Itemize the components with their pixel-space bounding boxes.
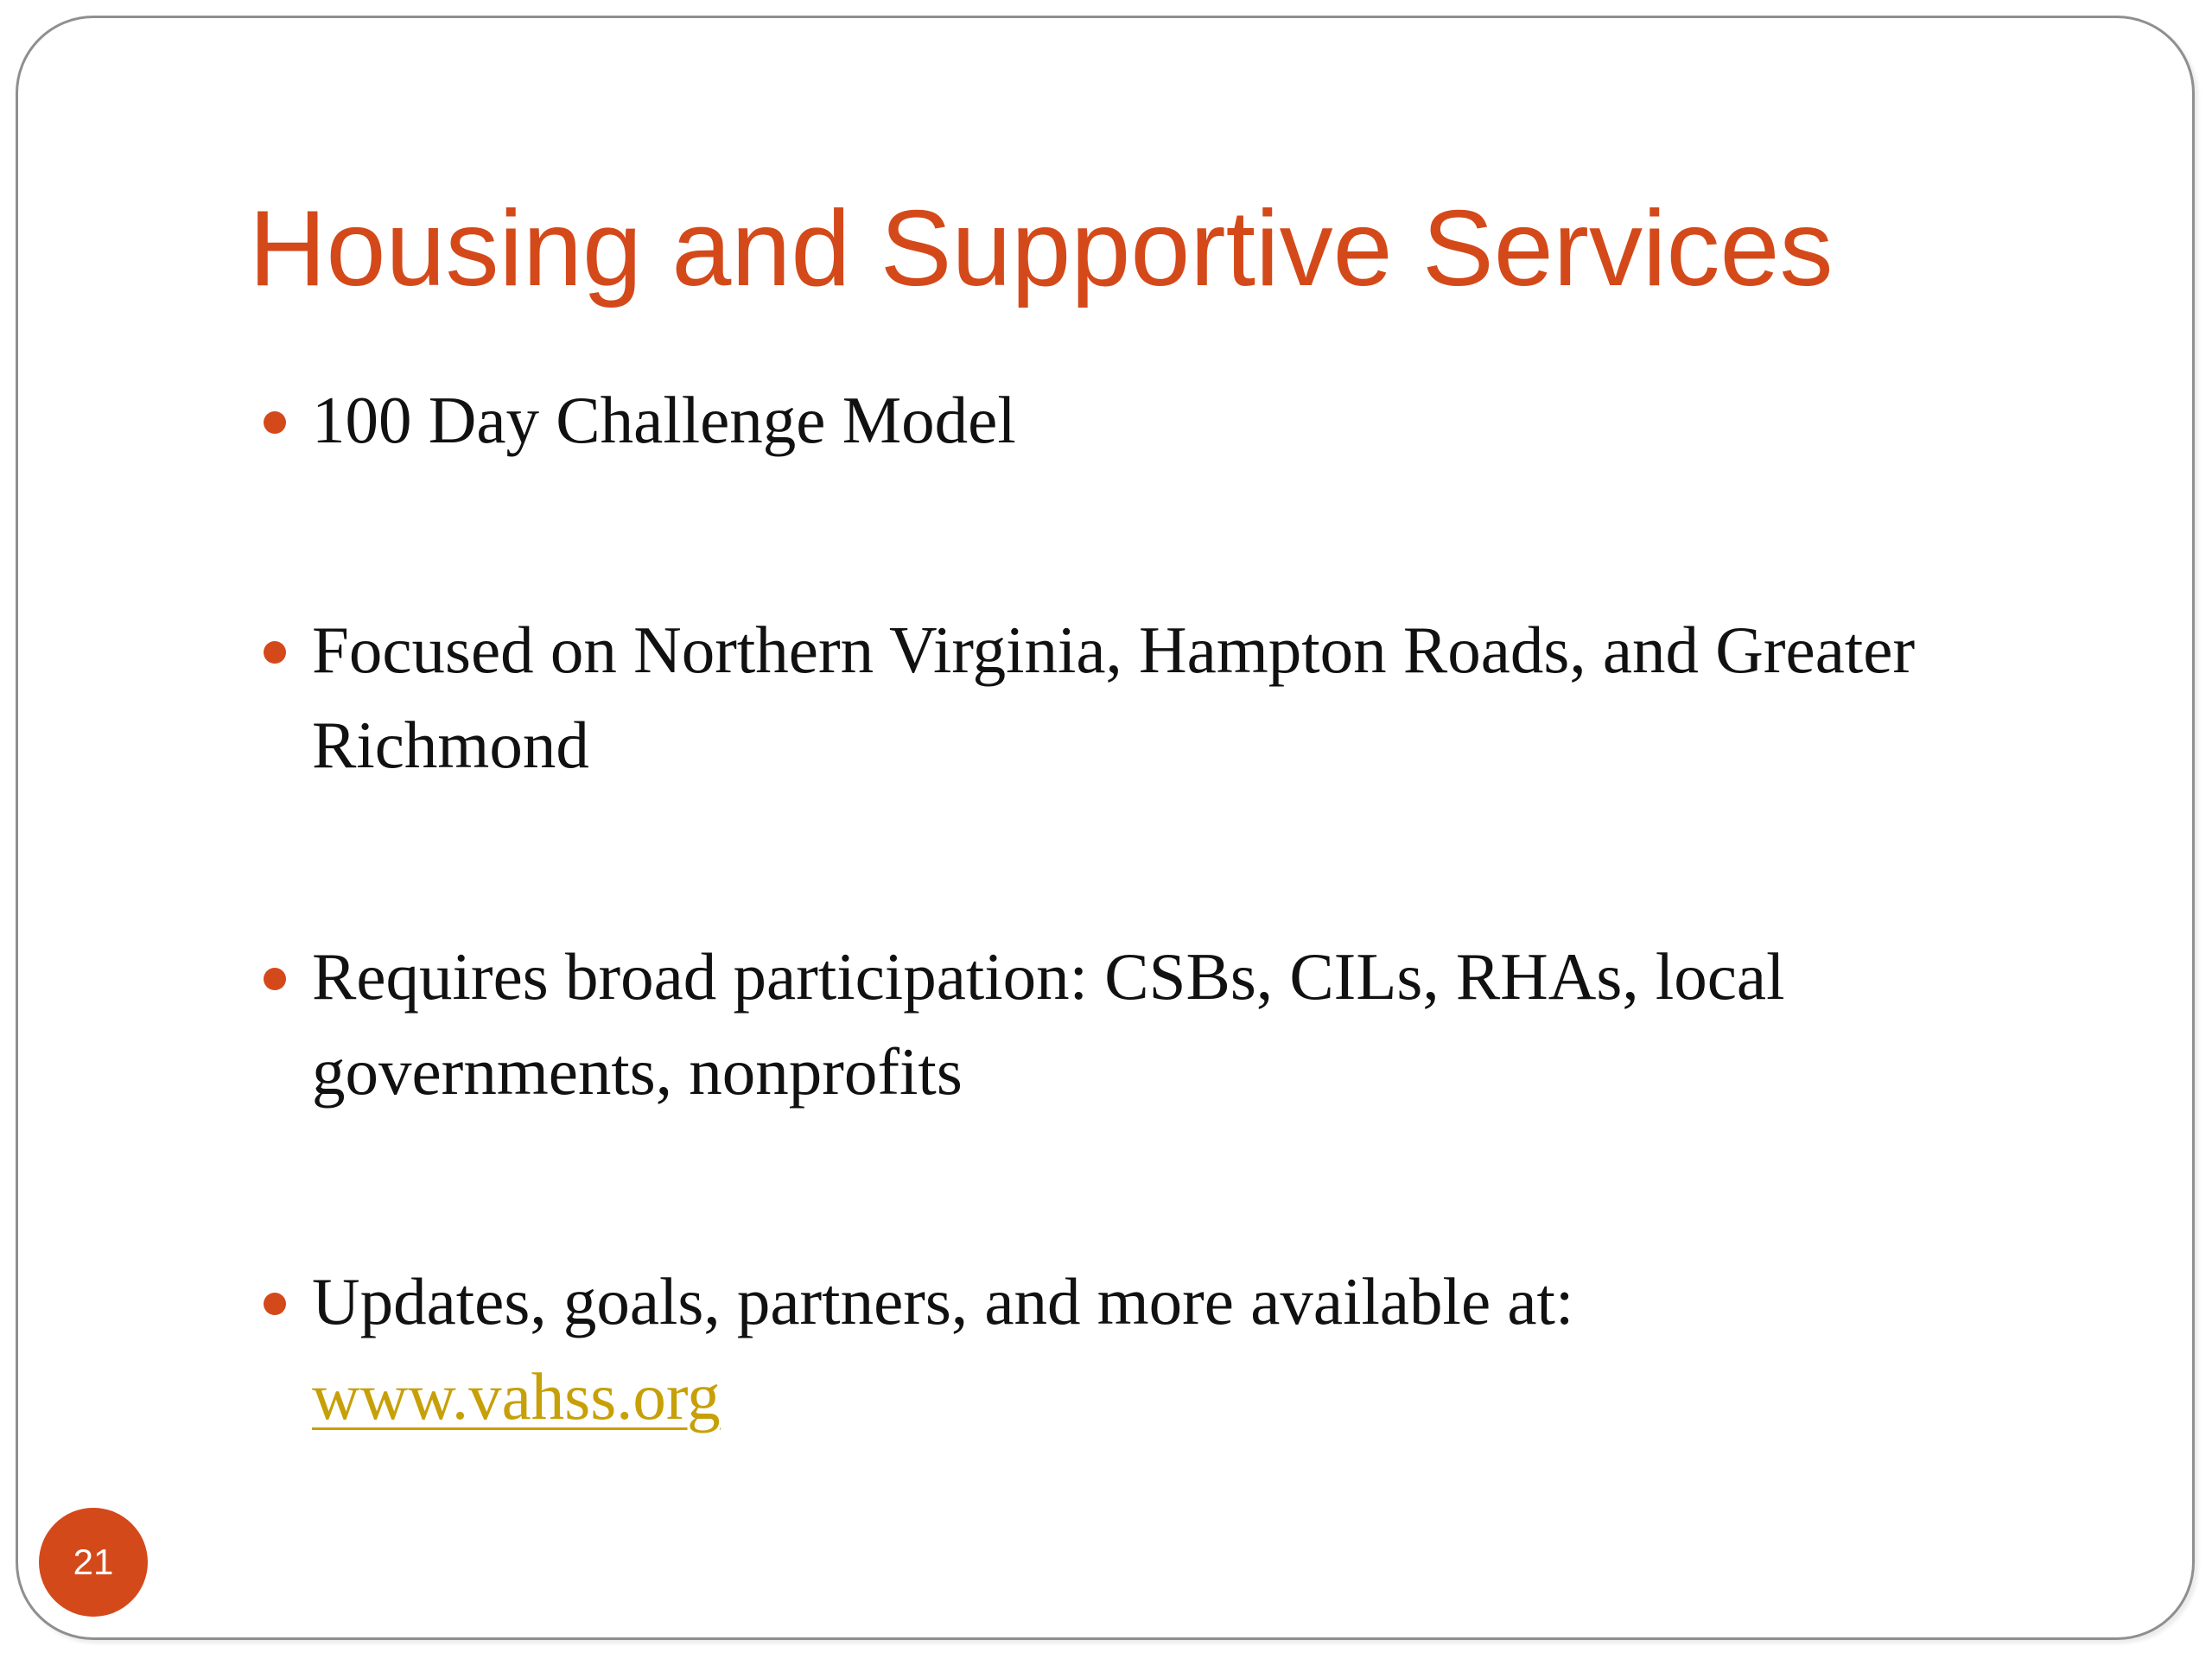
- page-number-badge: 21: [39, 1508, 148, 1617]
- bullet-icon: [264, 411, 286, 434]
- bullet-text: Updates, goals, partners, and more available at:: [312, 1264, 1574, 1338]
- bullet-text: Requires broad participation: CSBs, CILs, RHAs, local governments, nonprofits: [312, 939, 1785, 1109]
- bullet-icon: [264, 968, 286, 990]
- bullet-item: [312, 372, 2083, 467]
- bullet-item: [312, 602, 2083, 792]
- bullet-text: Focused on Northern Virginia, Hampton Roads, and Greater Richmond: [312, 613, 1916, 782]
- vahss-link[interactable]: www.vahss.org: [312, 1359, 721, 1433]
- bullet-item: [312, 1254, 2083, 1444]
- slide-title: Housing and Supportive Services: [249, 189, 1834, 308]
- bullet-list: [18, 18, 2192, 1637]
- bullet-text: 100 Day Challenge Model: [312, 383, 1016, 457]
- slide: [16, 16, 2195, 1640]
- bullet-icon: [264, 641, 286, 664]
- bullet-item: [312, 929, 2083, 1119]
- bullet-icon: [264, 1293, 286, 1315]
